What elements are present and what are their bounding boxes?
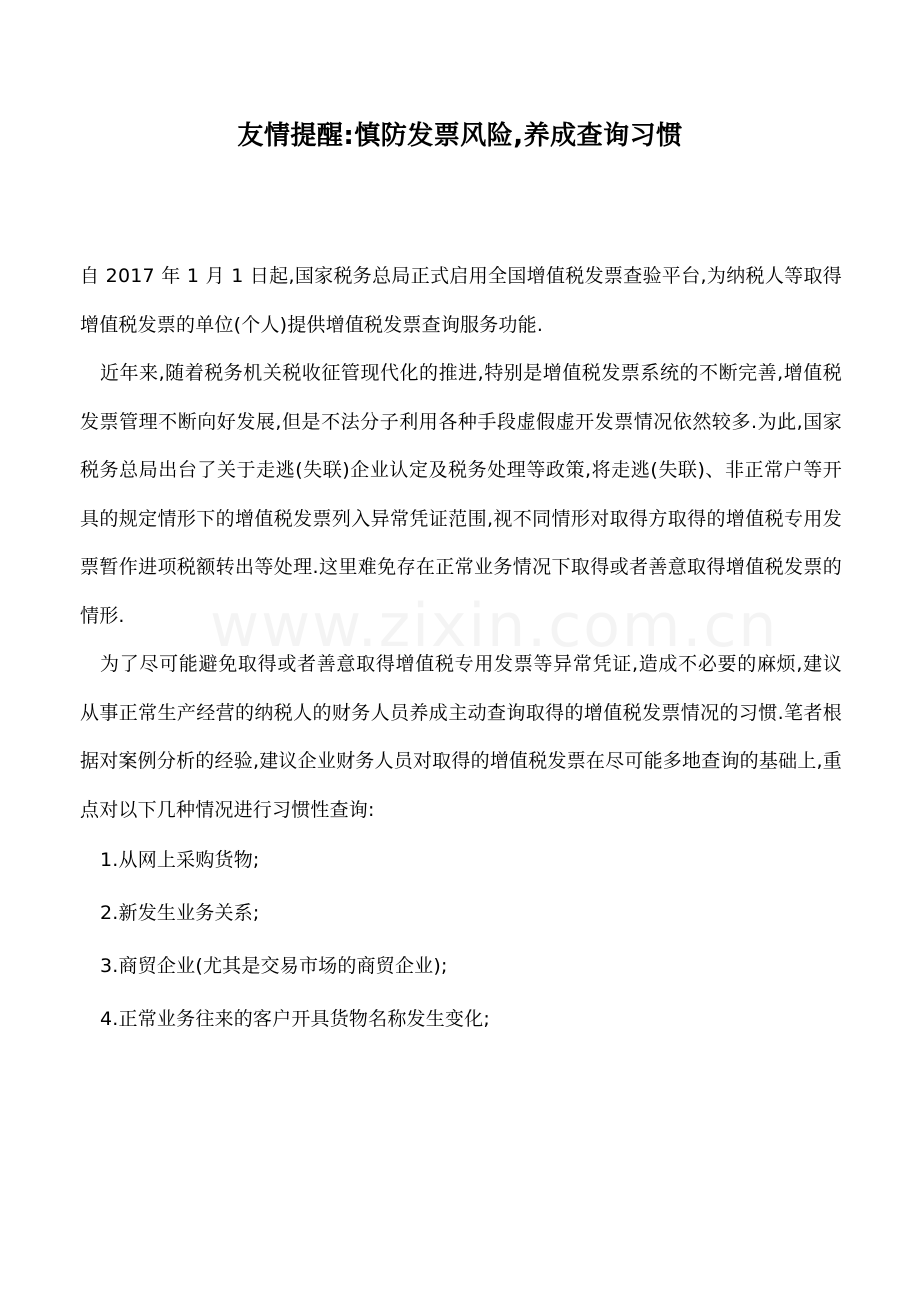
list-item: 3.商贸企业(尤其是交易市场的商贸企业); [100,955,448,977]
list-item: 1.从网上采购货物; [100,849,260,871]
watermark: www.zixin.com.cn [210,591,779,661]
paragraph-recommendation: 为了尽可能避免取得或者善意取得增值税专用发票等异常凭证,造成不必要的麻烦,建议从事正常生产经营的纳税人的财务人员养成主动查询取得的增值税发票情况的习惯.笔者根据对案例分析的经验,建议企业财务人员对取得的增值税发票在尽可能多地查询的基础上,重点对以下几种情况进行习惯性查询: [80,653,842,821]
document-body [80,252,842,1046]
paragraph-background: 近年来,随着税务机关税收征管现代化的推进,特别是增值税发票系统的不断完善,增值税发票管理不断向好发展,但是不法分子利用各种手段虚假虚开发票情况依然较多.为此,国家税务总局出台了关于走逃(失联)企业认定及税务处理等政策,将走逃(失联)、非正常户等开具的规定情形下的增值税发票列入异常凭证范围,视不同情形对取得方取得的增值税专用发票暂作进项税额转出等处理.这里难免存在正常业务情况下取得或者善意取得增值税发票的情形. [80,362,842,627]
list-item: 4.正常业务往来的客户开具货物名称发生变化; [100,1008,490,1030]
list-item: 2.新发生业务关系; [100,902,260,924]
paragraph-intro: 自 2017 年 1 月 1 日起,国家税务总局正式启用全国增值税发票查验平台,为纳税人等取得增值税发票的单位(个人)提供增值税发票查询服务功能. [80,265,842,336]
document-title: 友情提醒:慎防发票风险,养成查询习惯 [237,121,683,151]
